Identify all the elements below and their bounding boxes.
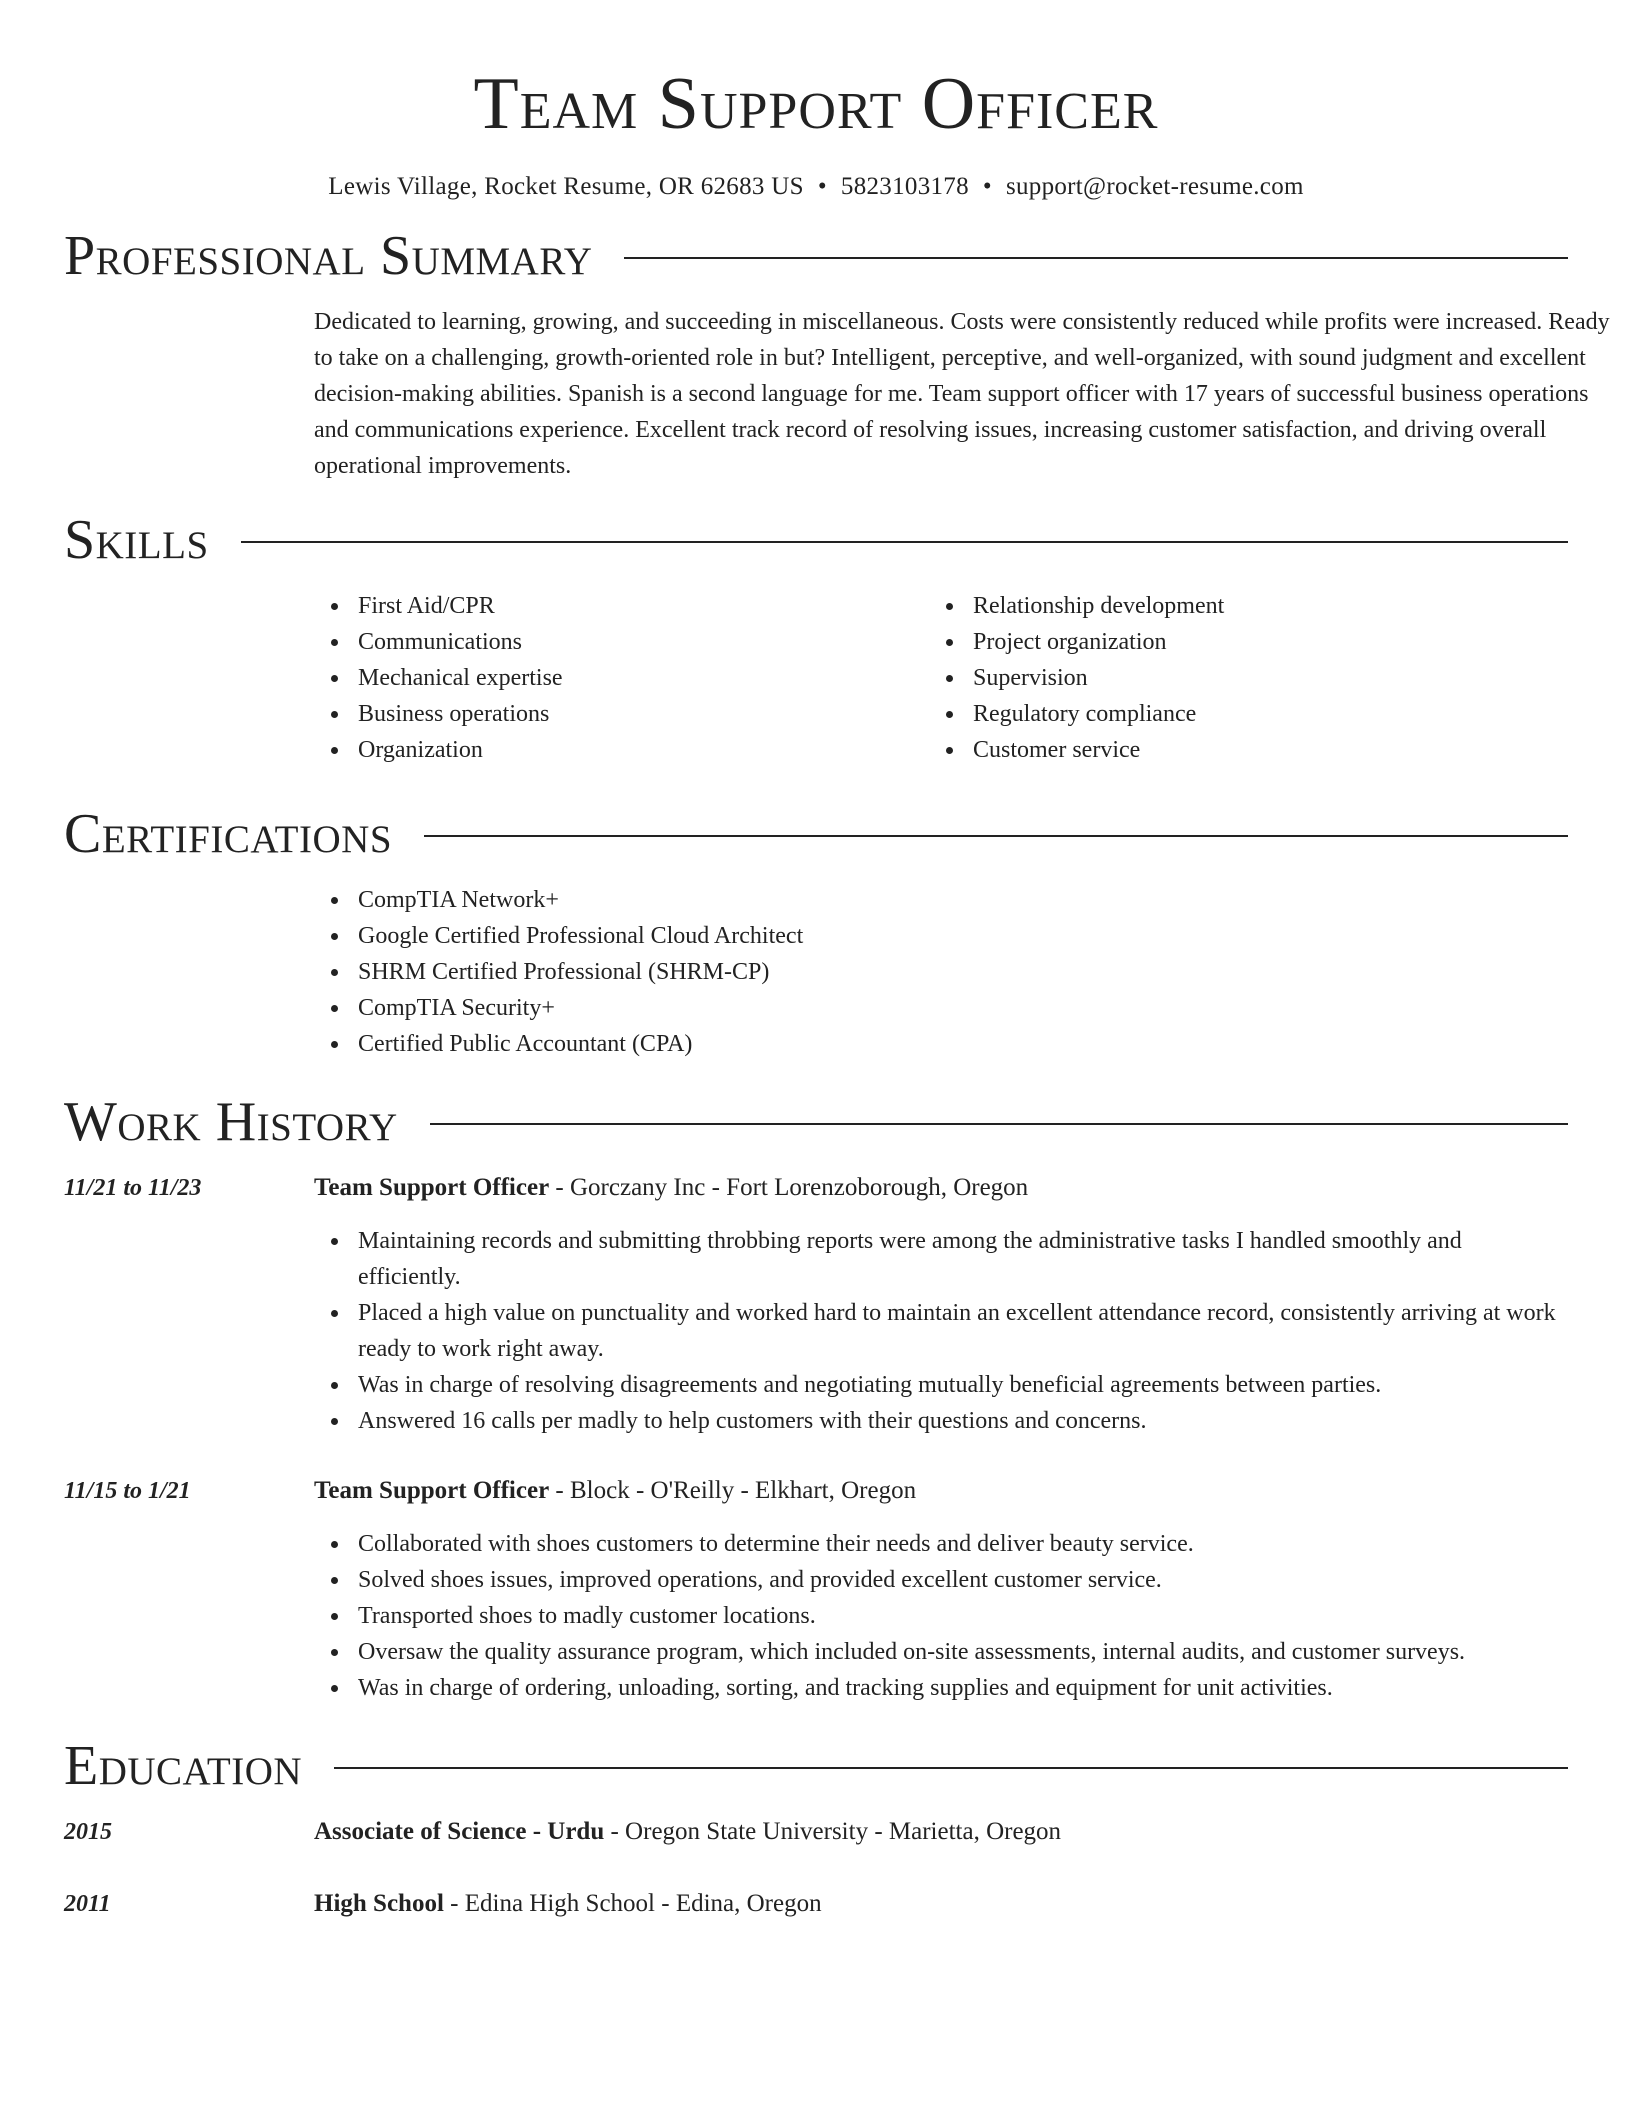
job-duty: Was in charge of ordering, unloading, sorting, and tracking supplies and equipment for unit activities. [358,1670,1568,1706]
contact-separator: • [982,173,992,200]
education-degree: High School [314,1890,444,1917]
summary-heading: Professional Summary [64,225,593,287]
contact-phone: 5823103178 [840,173,969,200]
work-history-heading: Work History [64,1091,398,1153]
skills-list-left [314,588,929,768]
education-year: 2015 [64,1819,112,1845]
job-duty: Collaborated with shoes customers to determine their needs and deliver beauty service. [358,1526,1568,1562]
section-divider [430,1123,1568,1125]
job-employer-location: - Gorczany Inc - Fort Lorenzoborough, Oregon [549,1174,1029,1201]
education-line [314,1886,822,1922]
section-divider [624,257,1568,259]
education-heading: Education [64,1735,303,1797]
certifications-bullets [314,882,1568,1062]
section-divider [241,541,1568,543]
job-dates: 11/15 to 1/21 [64,1478,191,1504]
job-duty: Solved shoes issues, improved operations, and provided excellent customer service. [358,1562,1568,1598]
skills-section-header [64,508,1568,572]
section-divider [424,835,1568,837]
contact-email: support@rocket-resume.com [1005,173,1304,200]
skill-item: Business operations [358,696,929,732]
job-duty: Transported shoes to madly customer locations. [358,1598,1568,1634]
skill-item: Communications [358,624,929,660]
education-entry [64,1886,1568,1922]
job-title-line [314,1473,1568,1509]
skill-item: Relationship development [973,588,1544,624]
skills-list-right [929,588,1544,768]
job-title: Team Support Officer [314,1174,550,1201]
job-duty: Answered 16 calls per madly to help customers with their questions and concerns. [358,1403,1568,1439]
contact-separator: • [817,173,827,200]
skill-item: Organization [358,732,929,768]
certifications-section-header [64,802,1568,866]
job-duties [314,1223,1568,1439]
skill-item: Supervision [973,660,1544,696]
skill-item: Regulatory compliance [973,696,1544,732]
job-duty: Placed a high value on punctuality and worked hard to maintain an excellent attendance record, consistently arriving at work ready to work right away. [358,1295,1568,1367]
job-duty: Was in charge of resolving disagreements and negotiating mutually beneficial agreements between parties. [358,1367,1568,1403]
job-entry [64,1473,1568,1706]
job-dates: 11/21 to 11/23 [64,1175,202,1201]
certifications-list [314,882,1568,1062]
contact-address: Lewis Village, Rocket Resume, OR 62683 US [328,173,804,200]
resume-name: Team Support Officer [473,63,1159,145]
job-duty: Maintaining records and submitting throbbing reports were among the administrative tasks I handled smoothly and efficiently. [358,1223,1568,1295]
education-school-location: - Edina High School - Edina, Oregon [443,1890,822,1917]
education-section-header [64,1734,1568,1798]
job-employer-location: - Block - O'Reilly - Elkhart, Oregon [549,1477,917,1504]
skill-item: First Aid/CPR [358,588,929,624]
work-history-section-header [64,1090,1568,1154]
contact-line [64,170,1568,204]
summary-text: Dedicated to learning, growing, and succeeding in miscellaneous. Costs were consistently reduced while profits were increased. Ready to take on a challenging, growth-oriented role in but? Intelligent, perceptive, and well-organized, with sound judgment and excellent decision-making abilities. Spanish is a second language for me. Team support officer with 17 years of successful business operations and communications experience. Excellent track record of resolving issues, increasing customer satisfaction, and driving overall operational improvements. [314,309,1610,479]
education-entry [64,1814,1568,1850]
skill-item: Project organization [973,624,1544,660]
skills-grid [314,588,1568,768]
job-title-line [314,1170,1568,1206]
summary-section-header [64,224,1568,288]
job-entry [64,1170,1568,1439]
education-line [314,1814,1061,1850]
certification-item: CompTIA Security+ [358,990,1568,1026]
education-degree: Associate of Science - Urdu [314,1818,605,1845]
job-duty: Oversaw the quality assurance program, which included on-site assessments, internal audits, and customer surveys. [358,1634,1568,1670]
skill-item: Mechanical expertise [358,660,929,696]
skill-item: Customer service [973,732,1544,768]
certifications-heading: Certifications [64,803,393,865]
education-school-location: - Oregon State University - Marietta, Oregon [604,1818,1062,1845]
section-divider [334,1767,1568,1769]
certification-item: SHRM Certified Professional (SHRM-CP) [358,954,1568,990]
certification-item: Certified Public Accountant (CPA) [358,1026,1568,1062]
job-body [314,1473,1568,1706]
skills-heading: Skills [64,509,209,571]
certification-item: CompTIA Network+ [358,882,1568,918]
education-year: 2011 [64,1891,111,1917]
certification-item: Google Certified Professional Cloud Architect [358,918,1568,954]
job-duties [314,1526,1568,1706]
job-body [314,1170,1568,1439]
skills-column-left [314,588,929,768]
skills-column-right [929,588,1544,768]
job-title: Team Support Officer [314,1477,550,1504]
